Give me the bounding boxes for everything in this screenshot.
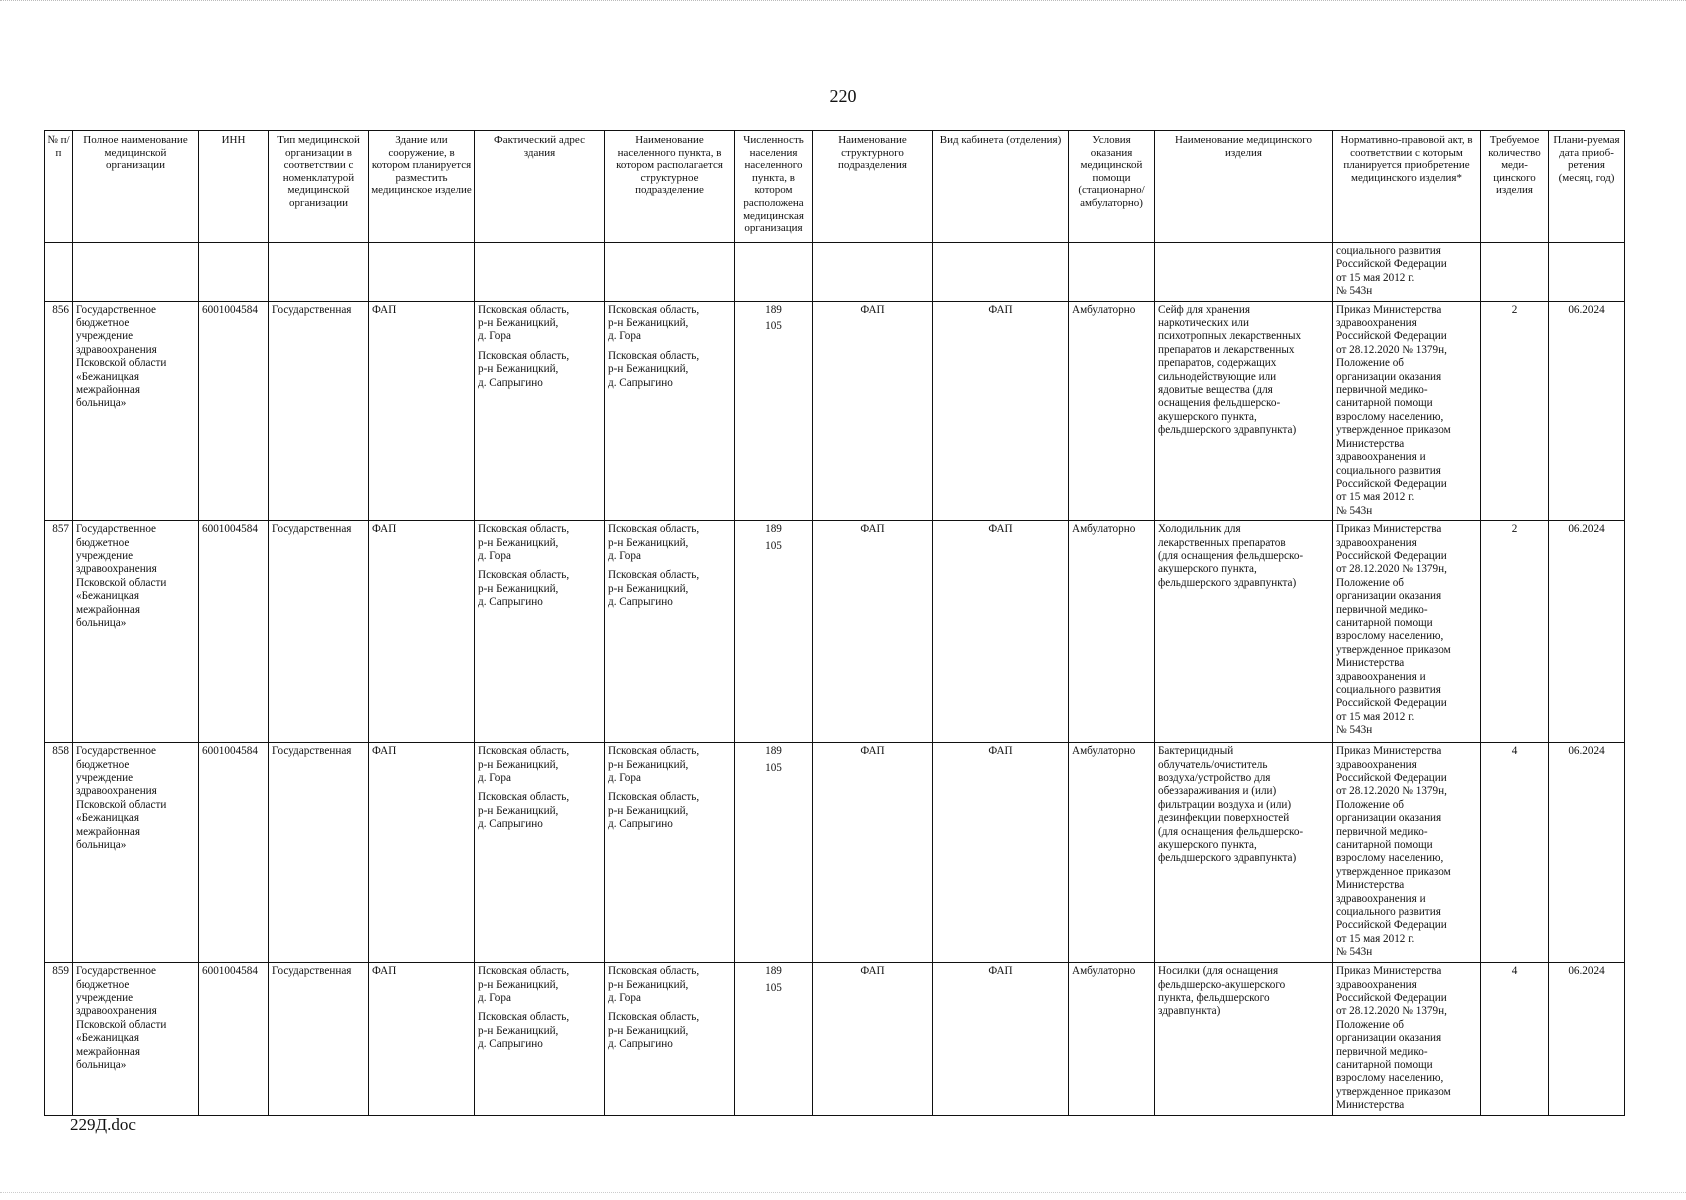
act-cell — [1333, 521, 1481, 743]
cell-line: Положение об — [1336, 576, 1404, 589]
cell-line: Государственное — [76, 745, 157, 758]
cell-line: р-н Бежаницкий, — [478, 1024, 559, 1037]
table-row — [45, 521, 1625, 743]
cell-line: Положение об — [1336, 798, 1404, 811]
cell-line: д. Гора — [478, 991, 511, 1004]
cell-line: р-н Бежаницкий, — [608, 804, 689, 817]
address-block — [478, 304, 601, 344]
population-value: 105 — [765, 761, 782, 774]
cell-line: д. Гора — [608, 549, 641, 562]
address-block — [478, 1011, 601, 1051]
footer-filename: 229Д.doc — [70, 1115, 136, 1134]
org-name-cell — [73, 301, 199, 521]
population-cell — [735, 301, 813, 521]
cell-line: Российской Федерации — [1336, 991, 1447, 1004]
cell-line: социального развития — [1336, 464, 1441, 477]
cell-line: от 15 мая 2012 г. — [1336, 932, 1415, 945]
cell-line: наркотических или — [1158, 317, 1249, 330]
locality-block — [608, 569, 731, 609]
col-header: № п/п — [45, 131, 73, 243]
cell-line: от 28.12.2020 № 1379н, — [1336, 1005, 1447, 1018]
cell-line: Российской Федерации — [1336, 771, 1447, 784]
cell-line: Псковская область, — [478, 965, 570, 978]
cell-line: дезинфекции поверхностей — [1158, 812, 1290, 825]
cell-line: Холодильник для — [1158, 523, 1241, 536]
cell-line: здравоохранения — [76, 1005, 157, 1018]
cell-line: р-н Бежаницкий, — [608, 536, 689, 549]
locality-cell — [605, 301, 735, 521]
equipment-table — [44, 130, 1625, 1116]
cell-line: облучатель/очиститель — [1158, 758, 1268, 771]
unit-cell: ФАП — [813, 301, 933, 521]
cell-line: утвержденное приказом — [1336, 865, 1451, 878]
inn-cell: 6001004584 — [199, 743, 269, 963]
cell-line: организации оказания — [1336, 1032, 1442, 1045]
act-cell — [1333, 301, 1481, 521]
cell-line: Носилки (для оснащения — [1158, 965, 1279, 978]
row-number-cell: 856 — [45, 301, 73, 521]
date-cell: 06.2024 — [1549, 963, 1625, 1115]
cell-line: д. Гора — [478, 549, 511, 562]
device-name-cell — [1155, 521, 1333, 743]
cell-line: здравоохранения — [76, 343, 157, 356]
cell-line: р-н Бежаницкий, — [608, 758, 689, 771]
date-cell: 06.2024 — [1549, 521, 1625, 743]
cell-line: Псковская область, — [478, 303, 570, 316]
cell-line: д. Сапрыгино — [478, 1038, 543, 1051]
cell-line: здравоохранения — [76, 563, 157, 576]
date-cell: 06.2024 — [1549, 301, 1625, 521]
cell-line: Государственное — [76, 303, 157, 316]
page-number: 220 — [829, 86, 857, 106]
locality-block — [608, 1011, 731, 1051]
device-name-cell — [1155, 743, 1333, 963]
cell-line: утвержденное приказом — [1336, 643, 1451, 656]
quantity-cell: 2 — [1481, 521, 1549, 743]
cell-line: д. Гора — [608, 771, 641, 784]
cell-line: организации оказания — [1336, 370, 1442, 383]
locality-block — [608, 350, 731, 390]
col-header: Тип медицинской организации в соответствии с номенклатурой медицинской организации — [269, 131, 369, 243]
building-cell: ФАП — [369, 301, 475, 521]
org-name-cell — [73, 521, 199, 743]
cell-line: Псковская область, — [478, 791, 570, 804]
cell-line: Государственное — [76, 965, 157, 978]
cell-line: р-н Бежаницкий, — [478, 363, 559, 376]
cell-line: Российской Федерации — [1336, 697, 1447, 710]
col-header: Нормативно-правовой акт, в соответствии с которым планируется приобретение медицинского изделия* — [1333, 131, 1481, 243]
cell-line: Приказ Министерства — [1336, 523, 1442, 536]
cell-line: Псковской области — [76, 357, 167, 370]
population-cell — [735, 963, 813, 1115]
cell-line: № 543н — [1336, 504, 1373, 517]
cell-line: Положение об — [1336, 357, 1404, 370]
locality-cell — [605, 743, 735, 963]
cell-line: «Бежаницкая — [76, 812, 140, 825]
cell-line: обеззараживания и (или) — [1158, 785, 1277, 798]
conditions-cell: Амбулаторно — [1069, 743, 1155, 963]
cell-line: первичной медико- — [1336, 603, 1428, 616]
cell-line: учреждение — [76, 330, 134, 343]
cell-line: ядовитые вещества (для — [1158, 384, 1273, 397]
cell-line: акушерского пункта, — [1158, 410, 1257, 423]
population-value: 189 — [765, 523, 782, 536]
cell-line: № 543н — [1336, 946, 1373, 959]
population-value: 189 — [765, 965, 782, 978]
cell-line: от 28.12.2020 № 1379н, — [1336, 785, 1447, 798]
unit-cell: ФАП — [813, 521, 933, 743]
address-block — [478, 791, 601, 831]
cell-line: д. Сапрыгино — [478, 596, 543, 609]
cell-line: взрослому населению, — [1336, 410, 1444, 423]
population-value: 105 — [765, 320, 782, 333]
cell-line: р-н Бежаницкий, — [478, 582, 559, 595]
col-header: Наименование населенного пункта, в котором располагается структурное подразделение — [605, 131, 735, 243]
inn-cell: 6001004584 — [199, 521, 269, 743]
cell-line: санитарной помощи — [1336, 838, 1433, 851]
locality-block — [608, 745, 731, 785]
population-cell — [735, 521, 813, 743]
cell-line: Псковской области — [76, 1018, 167, 1031]
cell-line: здравоохранения — [76, 785, 157, 798]
org-name-cell — [73, 963, 199, 1115]
org-type-cell: Государственная — [269, 743, 369, 963]
act-line: от 15 мая 2012 г. — [1336, 271, 1415, 284]
cell-line: «Бежаницкая — [76, 1032, 140, 1045]
cell-line: сильнодействующие или — [1158, 370, 1277, 383]
cell-line: социального развития — [1336, 906, 1441, 918]
cell-line: Псковская область, — [608, 523, 700, 536]
cell-line: больница» — [76, 1058, 127, 1071]
cell-line: фельдшерско-акушерского — [1158, 978, 1286, 991]
address-cell — [475, 743, 605, 963]
cell-line: Псковская область, — [608, 965, 700, 978]
cell-line: санитарной помощи — [1336, 616, 1433, 629]
cell-line: Российской Федерации — [1336, 330, 1447, 343]
address-block — [478, 965, 601, 1005]
conditions-cell: Амбулаторно — [1069, 301, 1155, 521]
cell-line: Бактерицидный — [1158, 745, 1234, 758]
conditions-cell: Амбулаторно — [1069, 521, 1155, 743]
cell-line: здравоохранения — [1336, 978, 1417, 991]
cell-line: организации оказания — [1336, 812, 1442, 825]
cell-line: Псковская область, — [608, 791, 700, 804]
cell-line: пункта, фельдшерского — [1158, 991, 1270, 1004]
cell-line: Псковская область, — [608, 745, 700, 758]
cell-line: д. Сапрыгино — [608, 818, 673, 831]
cell-line: фильтрации воздуха и (или) — [1158, 798, 1292, 811]
cell-line: Псковская область, — [608, 349, 700, 362]
cell-line: социального развития — [1336, 684, 1441, 696]
row-number-cell: 859 — [45, 963, 73, 1115]
cell-line: р-н Бежаницкий, — [608, 978, 689, 991]
act-cell — [1333, 243, 1481, 302]
cabinet-cell: ФАП — [933, 301, 1069, 521]
table-row-continuation — [45, 243, 1625, 302]
cell-line: от 15 мая 2012 г. — [1336, 491, 1415, 504]
cell-line: больница» — [76, 838, 127, 851]
cell-line: Псковская область, — [478, 1011, 570, 1024]
address-block — [478, 569, 601, 609]
col-header: Наименование медицинского изделия — [1155, 131, 1333, 243]
cell-line: д. Гора — [608, 330, 641, 343]
cell-line: акушерского пункта, — [1158, 838, 1257, 851]
col-header: Условия оказания медицинской помощи (стационарно/ амбулаторно) — [1069, 131, 1155, 243]
cell-line: Министерства — [1336, 1099, 1405, 1112]
cell-line: препаратов и лекарственных — [1158, 343, 1295, 356]
building-cell: ФАП — [369, 963, 475, 1115]
cell-line: д. Гора — [478, 771, 511, 784]
cell-line: р-н Бежаницкий, — [478, 758, 559, 771]
cell-line: Государственное — [76, 523, 157, 536]
org-type-cell: Государственная — [269, 521, 369, 743]
col-header: Фактический адрес здания — [475, 131, 605, 243]
col-header: Полное наименование медицинской организации — [73, 131, 199, 243]
cell-line: р-н Бежаницкий, — [608, 363, 689, 376]
cell-line: лекарственных препаратов — [1158, 536, 1286, 549]
cell-line: Российской Федерации — [1336, 919, 1447, 932]
device-name-cell — [1155, 963, 1333, 1115]
address-block — [478, 745, 601, 785]
cell-line: № 543н — [1336, 724, 1373, 737]
cell-line: р-н Бежаницкий, — [478, 978, 559, 991]
cell-line: больница» — [76, 397, 127, 410]
cell-line: здравпункта) — [1158, 1005, 1221, 1018]
cell-line: «Бежаницкая — [76, 370, 140, 383]
population-value: 105 — [765, 539, 782, 552]
quantity-cell: 2 — [1481, 301, 1549, 521]
cell-line: бюджетное — [76, 536, 130, 549]
cell-line: от 28.12.2020 № 1379н, — [1336, 343, 1447, 356]
building-cell: ФАП — [369, 521, 475, 743]
cell-line: межрайонная — [76, 384, 141, 397]
cell-line: Сейф для хранения — [1158, 303, 1251, 316]
cell-line: санитарной помощи — [1336, 1058, 1433, 1071]
cell-line: Псковская область, — [608, 569, 700, 582]
population-value: 105 — [765, 981, 782, 994]
table-header-row — [45, 131, 1625, 243]
cabinet-cell: ФАП — [933, 743, 1069, 963]
cell-line: р-н Бежаницкий, — [608, 1024, 689, 1037]
cell-line: фельдшерского здравпункта) — [1158, 576, 1297, 589]
locality-cell — [605, 521, 735, 743]
unit-cell: ФАП — [813, 743, 933, 963]
org-name-cell — [73, 743, 199, 963]
address-cell — [475, 963, 605, 1115]
cell-line: Псковской области — [76, 798, 167, 811]
cell-line: оснащения фельдшерско- — [1158, 397, 1281, 410]
cell-line: здравоохранения и — [1336, 892, 1426, 905]
cabinet-cell: ФАП — [933, 963, 1069, 1115]
cell-line: организации оказания — [1336, 590, 1442, 603]
cell-line: Псковская область, — [608, 303, 700, 316]
cell-line: р-н Бежаницкий, — [478, 317, 559, 330]
table-row — [45, 301, 1625, 521]
locality-block — [608, 304, 731, 344]
cell-line: Псковская область, — [478, 569, 570, 582]
quantity-cell: 4 — [1481, 963, 1549, 1115]
cell-line: фельдшерского здравпункта) — [1158, 424, 1297, 437]
act-line: № 543н — [1336, 285, 1373, 298]
cabinet-cell: ФАП — [933, 521, 1069, 743]
locality-block — [608, 791, 731, 831]
cell-line: р-н Бежаницкий, — [608, 317, 689, 330]
scan-edge-bottom — [0, 1192, 1686, 1194]
cell-line: р-н Бежаницкий, — [608, 582, 689, 595]
building-cell: ФАП — [369, 743, 475, 963]
cell-line: р-н Бежаницкий, — [478, 804, 559, 817]
locality-block — [608, 965, 731, 1005]
cell-line: утвержденное приказом — [1336, 1085, 1451, 1098]
cell-line: д. Сапрыгино — [478, 376, 543, 389]
inn-cell: 6001004584 — [199, 301, 269, 521]
cell-line: Положение об — [1336, 1018, 1404, 1031]
scan-edge-top — [0, 0, 1686, 11]
cell-line: первичной медико- — [1336, 1045, 1428, 1058]
cell-line: межрайонная — [76, 603, 141, 616]
act-line: социального развития — [1336, 245, 1441, 257]
act-cell — [1333, 743, 1481, 963]
cell-line: препаратов, содержащих — [1158, 357, 1277, 370]
cell-line: бюджетное — [76, 758, 130, 771]
cell-line: Псковская область, — [608, 1011, 700, 1024]
col-header: Вид кабинета (отделения) — [933, 131, 1069, 243]
cell-line: д. Гора — [478, 330, 511, 343]
col-header: Здание или сооружение, в котором планируется разместить медицинское изделие — [369, 131, 475, 243]
cell-line: д. Сапрыгино — [608, 376, 673, 389]
locality-cell — [605, 963, 735, 1115]
locality-block — [608, 523, 731, 563]
cell-line: первичной медико- — [1336, 825, 1428, 838]
address-cell — [475, 301, 605, 521]
cell-line: Министерства — [1336, 437, 1405, 450]
cell-line: Приказ Министерства — [1336, 965, 1442, 978]
cell-line: учреждение — [76, 549, 134, 562]
cell-line: межрайонная — [76, 1045, 141, 1058]
cell-line: «Бежаницкая — [76, 590, 140, 603]
cell-line: здравоохранения и — [1336, 670, 1426, 683]
org-type-cell: Государственная — [269, 301, 369, 521]
cell-line: взрослому населению, — [1336, 852, 1444, 865]
cell-line: д. Сапрыгино — [608, 596, 673, 609]
cell-line: Министерства — [1336, 879, 1405, 892]
cell-line: утвержденное приказом — [1336, 424, 1451, 437]
col-header: ИНН — [199, 131, 269, 243]
cell-line: учреждение — [76, 991, 134, 1004]
cell-line: бюджетное — [76, 978, 130, 991]
cell-line: акушерского пункта, — [1158, 563, 1257, 576]
unit-cell: ФАП — [813, 963, 933, 1115]
cell-line: Российской Федерации — [1336, 549, 1447, 562]
cell-line: р-н Бежаницкий, — [478, 536, 559, 549]
org-type-cell: Государственная — [269, 963, 369, 1115]
cell-line: здравоохранения и — [1336, 451, 1426, 464]
table-row — [45, 743, 1625, 963]
population-value: 189 — [765, 303, 782, 316]
cell-line: (для оснащения фельдшерско- — [1158, 549, 1304, 562]
cell-line: первичной медико- — [1336, 384, 1428, 397]
cell-line: взрослому населению, — [1336, 1072, 1444, 1085]
cell-line: воздуха/устройство для — [1158, 771, 1271, 784]
conditions-cell: Амбулаторно — [1069, 963, 1155, 1115]
cell-line: взрослому населению, — [1336, 630, 1444, 643]
cell-line: здравоохранения — [1336, 758, 1417, 771]
col-header: Наименование структурного подразделения — [813, 131, 933, 243]
quantity-cell: 4 — [1481, 743, 1549, 963]
cell-line: учреждение — [76, 771, 134, 784]
act-cell — [1333, 963, 1481, 1115]
population-cell — [735, 743, 813, 963]
col-header: Плани-руемая дата приоб-ретения (месяц, год) — [1549, 131, 1625, 243]
cell-line: бюджетное — [76, 317, 130, 330]
act-line: Российской Федерации — [1336, 258, 1447, 271]
row-number-cell: 858 — [45, 743, 73, 963]
cell-line: Приказ Министерства — [1336, 303, 1442, 316]
cell-line: межрайонная — [76, 825, 141, 838]
row-number-cell: 857 — [45, 521, 73, 743]
cell-line: Псковская область, — [478, 745, 570, 758]
inn-cell: 6001004584 — [199, 963, 269, 1115]
col-header: Численность населения населенного пункта, в котором расположена медицинская организация — [735, 131, 813, 243]
device-name-cell — [1155, 301, 1333, 521]
cell-line: (для оснащения фельдшерско- — [1158, 825, 1304, 838]
cell-line: Российской Федерации — [1336, 477, 1447, 490]
cell-line: психотропных лекарственных — [1158, 330, 1302, 343]
cell-line: здравоохранения — [1336, 317, 1417, 330]
address-block — [478, 523, 601, 563]
cell-line: Псковской области — [76, 576, 167, 589]
cell-line: от 15 мая 2012 г. — [1336, 710, 1415, 723]
table-row — [45, 963, 1625, 1115]
cell-line: фельдшерского здравпункта) — [1158, 852, 1297, 865]
cell-line: санитарной помощи — [1336, 397, 1433, 410]
cell-line: д. Сапрыгино — [608, 1038, 673, 1051]
address-block — [478, 350, 601, 390]
population-value: 189 — [765, 745, 782, 758]
cell-line: д. Гора — [608, 991, 641, 1004]
cell-line: больница» — [76, 616, 127, 629]
cell-line: Министерства — [1336, 657, 1405, 670]
cell-line: Псковская область, — [478, 523, 570, 536]
cell-line: Псковская область, — [478, 349, 570, 362]
col-header: Требуемое количество меди-цинского изделия — [1481, 131, 1549, 243]
cell-line: Приказ Министерства — [1336, 745, 1442, 758]
address-cell — [475, 521, 605, 743]
cell-line: д. Сапрыгино — [478, 818, 543, 831]
cell-line: здравоохранения — [1336, 536, 1417, 549]
cell-line: от 28.12.2020 № 1379н, — [1336, 563, 1447, 576]
date-cell: 06.2024 — [1549, 743, 1625, 963]
